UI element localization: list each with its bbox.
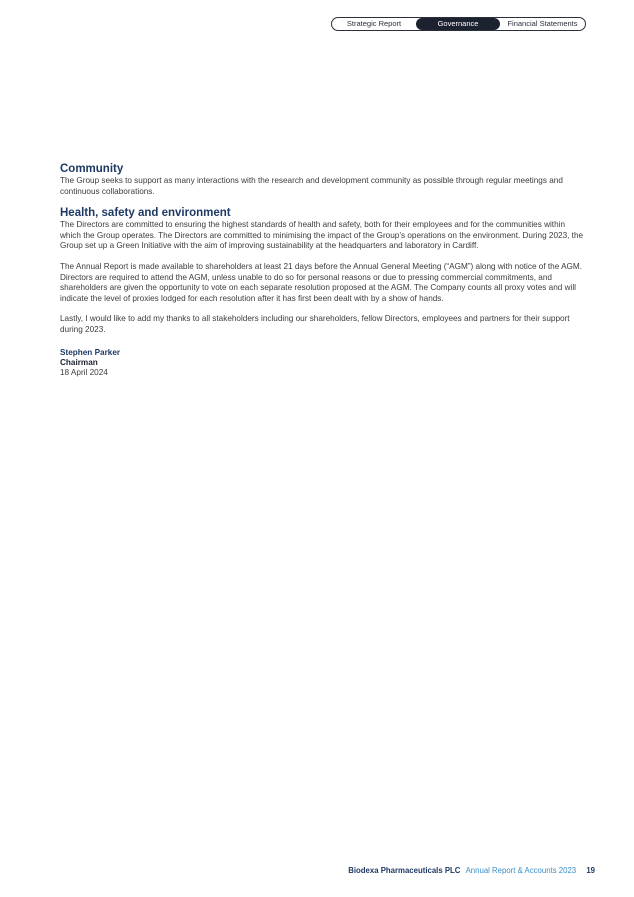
agm-paragraph: The Annual Report is made available to shareholders at least 21 days before the Annual General Meeting (“AGM”) along with notice of the AGM. Directors are required to attend the AGM, unless unable to do so for personal reasons or due to pressing commercial commitments, and shareholders are given the opportunity to vote on each separate resolution proposed at the AGM. The Company counts all proxy votes and will indicate the level of proxies lodged for each resolution after it has first been dealt with by a show of hands. [60,261,583,303]
tab-financial-statements[interactable]: Financial Statements [507,19,578,28]
signature-block [60,348,584,379]
tab-governance[interactable]: Governance [416,18,500,30]
tab-strategic-report[interactable]: Strategic Report [346,19,402,28]
community-body: The Group seeks to support as many interactions with the research and development community as possible through regular meetings and continuous collaborations. [60,176,563,196]
hse-paragraph-1: The Directors are committed to ensuring the highest standards of health and safety, both for their employees and for the communities within which the Group operates. The Directors are committed to minimising the impact of the Group’s operations on the environment. During 2023, the Group set up a Green Initiative with the aim of improving sustainability at the headquarters and laboratory in Cardiff. [60,220,584,251]
footer-report-title: Annual Report & Accounts 2023 [465,866,577,875]
section-nav [331,17,586,31]
page-number: 19 [586,866,595,875]
signatory-title: Chairman [60,357,98,367]
community-heading: Community [60,163,124,175]
footer-company: Biodexa Pharmaceuticals PLC [348,866,461,875]
hse-heading: Health, safety and environment [60,207,231,220]
page-footer [348,866,595,876]
page-content [60,163,584,379]
thanks-paragraph: Lastly, I would like to add my thanks to all stakeholders including our shareholders, fellow Directors, employees and partners for their support during 2023. [60,314,570,334]
signatory-name: Stephen Parker [60,347,121,357]
signature-date: 18 April 2024 [60,368,108,378]
